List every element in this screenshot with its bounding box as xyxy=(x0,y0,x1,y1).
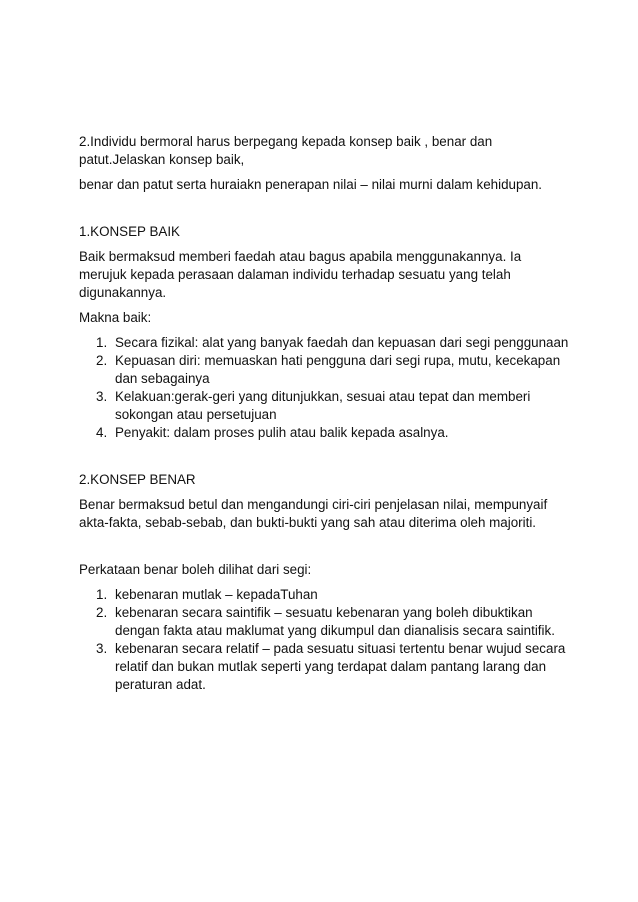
list-item-number: 3. xyxy=(96,641,108,656)
list-item xyxy=(79,604,569,640)
list-item xyxy=(79,388,569,424)
list-item-text: Kelakuan:gerak-geri yang ditunjukkan, sesuai atau tepat dan memberi sokongan atau persetujuan xyxy=(115,389,531,422)
section-2-list-intro: Perkataan benar boleh dilihat dari segi: xyxy=(79,562,312,577)
list-item xyxy=(79,424,569,442)
question-line-1: 2.Individu bermoral harus berpegang kepada konsep baik , benar dan patut.Jelaskan konsep baik, xyxy=(79,134,493,167)
section-1-list xyxy=(79,334,569,442)
list-item xyxy=(79,640,569,694)
list-item-number: 1. xyxy=(96,587,108,602)
question-line-2: benar dan patut serta huraiakn penerapan nilai – nilai murni dalam kehidupan. xyxy=(79,177,543,192)
section-2-paragraph: Benar bermaksud betul dan mengandungi ciri-ciri penjelasan nilai, mempunyaif akta-fakta, sebab-sebab, dan bukti-bukti yang sah atau diterima oleh majoriti. xyxy=(79,497,548,530)
list-item xyxy=(79,334,569,352)
section-1-heading: 1.KONSEP BAIK xyxy=(79,224,180,239)
list-item-text: kebenaran mutlak – kepadaTuhan xyxy=(115,587,318,602)
section-2-list xyxy=(79,586,569,694)
section-1-list-intro: Makna baik: xyxy=(79,310,152,325)
list-item-number: 4. xyxy=(96,425,108,440)
list-item-text: kebenaran secara relatif – pada sesuatu situasi tertentu benar wujud secara relatif dan bukan mutlak seperti yang terdapat dalam pantang larang dan peraturan adat. xyxy=(115,641,566,692)
list-item xyxy=(79,586,569,604)
list-item-text: kebenaran secara saintifik – sesuatu kebenaran yang boleh dibuktikan dengan fakta atau maklumat yang dikumpul dan dianalisis secara saintifik. xyxy=(115,605,555,638)
list-item xyxy=(79,352,569,388)
list-item-number: 1. xyxy=(96,335,108,350)
list-item-text: Kepuasan diri: memuaskan hati pengguna dari segi rupa, mutu, kecekapan dan sebagainya xyxy=(115,353,561,386)
list-item-number: 2. xyxy=(96,605,108,620)
list-item-text: Penyakit: dalam proses pulih atau balik kepada asalnya. xyxy=(115,425,449,440)
list-item-number: 3. xyxy=(96,389,108,404)
section-1-paragraph: Baik bermaksud memberi faedah atau bagus apabila menggunakannya. Ia merujuk kepada perasaan dalaman individu terhadap sesuatu yang telah digunakannya. xyxy=(79,249,522,300)
section-2-heading: 2.KONSEP BENAR xyxy=(79,472,196,487)
list-item-number: 2. xyxy=(96,353,108,368)
list-item-text: Secara fizikal: alat yang banyak faedah dan kepuasan dari segi penggunaan xyxy=(115,335,569,350)
document-page xyxy=(79,133,569,694)
